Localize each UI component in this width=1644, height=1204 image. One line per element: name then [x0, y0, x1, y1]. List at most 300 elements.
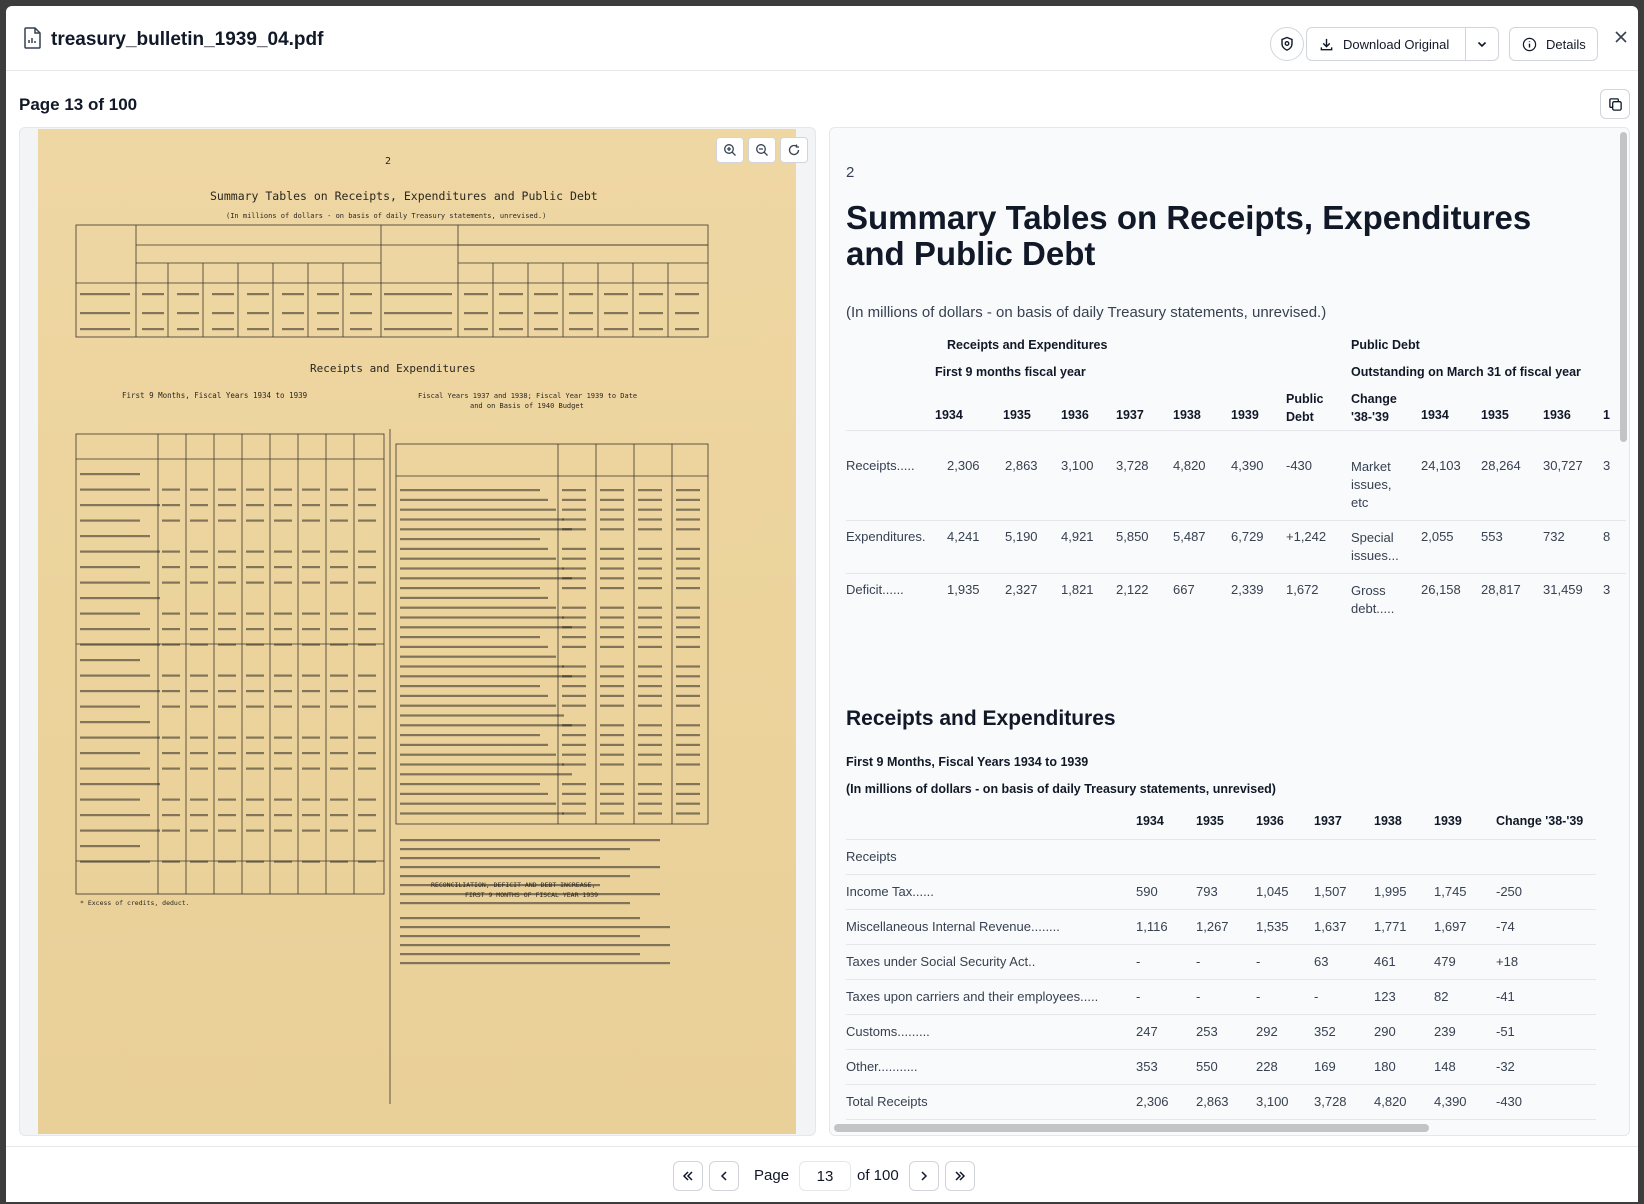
cell: 1,116 [1136, 919, 1168, 934]
cell: 1,821 [1061, 582, 1094, 597]
scan-text-line [330, 644, 348, 646]
scan-text-line [80, 861, 150, 863]
scan-text-line [534, 293, 558, 295]
scan-text-line [400, 636, 540, 638]
cell: 352 [1314, 1024, 1336, 1039]
scan-text-line [400, 875, 630, 877]
col-header: 1936 [1256, 814, 1284, 828]
scan-text-line [400, 754, 556, 756]
scan-text-line [358, 520, 376, 522]
zoom-in-icon [723, 143, 737, 157]
scan-text-line [190, 504, 208, 506]
download-options-button[interactable] [1465, 27, 1499, 61]
scan-text-line [190, 830, 208, 832]
row-label: Receipts [846, 849, 897, 864]
scan-text-line [638, 734, 662, 736]
cell: 4,390 [1434, 1094, 1467, 1109]
scan-text-line [80, 293, 130, 295]
scan-text-line [638, 518, 662, 520]
col-header: 1934 [935, 408, 963, 422]
scan-text-line [317, 328, 339, 330]
scan-text-line [676, 518, 700, 520]
scan-text-line [400, 626, 572, 628]
scan-text-line [330, 551, 348, 553]
scan-text-line [80, 535, 150, 537]
scan-text-line [499, 328, 523, 330]
scan-text-line [600, 489, 624, 491]
scan-text-line [190, 675, 208, 677]
details-label: Details [1546, 36, 1586, 52]
scan-text-line [600, 509, 624, 511]
cell: 4,820 [1173, 458, 1206, 473]
scan-text-line [600, 607, 624, 609]
scan-text-line [562, 646, 586, 648]
privacy-shield-button[interactable] [1270, 27, 1304, 61]
scan-text-line [400, 944, 670, 946]
scanned-page-image[interactable] [38, 129, 796, 1134]
scan-text-line [218, 675, 236, 677]
scan-text-line [218, 520, 236, 522]
scan-text-line [400, 857, 600, 859]
cell: 180 [1374, 1059, 1396, 1074]
scan-text-line [562, 607, 586, 609]
scan-text-line [499, 312, 523, 314]
scan-text-line [218, 799, 236, 801]
scan-text-line [600, 754, 624, 756]
scan-text-line [400, 793, 548, 795]
scan-text-line [600, 528, 624, 530]
scan-text-line [562, 685, 586, 687]
scan-text-line [676, 607, 700, 609]
scan-text-line [358, 737, 376, 739]
scan-text-line [562, 744, 586, 746]
scan-text-line [562, 528, 586, 530]
scan-text-line [358, 830, 376, 832]
col-header: 1936 [1543, 408, 1571, 422]
cell: -430 [1496, 1094, 1523, 1109]
scan-text-line [676, 695, 700, 697]
scan-text-line [534, 328, 558, 330]
scan-text-line [190, 768, 208, 770]
scan-text-line [600, 558, 624, 560]
cell: 2,327 [1005, 582, 1038, 597]
download-original-button[interactable] [1306, 27, 1466, 61]
pagination-bar [6, 1146, 1638, 1202]
scan-text-line [600, 705, 624, 707]
scan-text-line [638, 675, 662, 677]
scan-text-line [162, 520, 180, 522]
scan-text-line [675, 312, 699, 314]
cell: 292 [1256, 1024, 1278, 1039]
col-header: 1934 [1421, 408, 1449, 422]
scan-text-line [80, 675, 150, 677]
scan-text-line [358, 768, 376, 770]
scan-text-line [676, 567, 700, 569]
scan-text-line [638, 705, 662, 707]
cell: 82 [1434, 989, 1449, 1004]
scan-text-line [676, 636, 700, 638]
scan-text-line [569, 328, 593, 330]
scan-text-line [162, 706, 180, 708]
cell: 6,729 [1231, 529, 1264, 544]
next-page-button[interactable] [909, 1161, 939, 1191]
scan-page-number: 2 [385, 156, 392, 167]
scan-text-line [400, 953, 640, 955]
scan-text-line [400, 656, 556, 658]
section-units: (In millions of dollars - on basis of daily Treasury statements, unrevised) [846, 782, 1276, 796]
scan-text-line [400, 538, 540, 540]
scan-text-line [562, 665, 586, 667]
scan-text-line [358, 504, 376, 506]
page-number-input[interactable] [799, 1161, 851, 1191]
scan-text-line [562, 587, 586, 589]
first-page-button[interactable] [673, 1161, 703, 1191]
scanned-page-drawing [38, 129, 796, 1134]
scan-subtitle: (In millions of dollars - on basis of daily Treasury statements, unrevised.) [226, 212, 547, 220]
scan-text-line [190, 861, 208, 863]
scan-text-line [330, 799, 348, 801]
cell: - [1136, 989, 1141, 1004]
scan-text-line [638, 685, 662, 687]
scan-text-line [358, 566, 376, 568]
scan-text-line [246, 566, 264, 568]
scan-text-line [358, 675, 376, 677]
scan-text-line [302, 520, 320, 522]
row-divider [846, 1049, 1596, 1050]
scan-text-line [190, 644, 208, 646]
scan-text-line [676, 803, 700, 805]
scan-text-line [330, 690, 348, 692]
scan-text-line [218, 644, 236, 646]
scan-text-line [358, 690, 376, 692]
scan-text-line [638, 636, 662, 638]
scan-text-line [274, 613, 292, 615]
scan-text-line [190, 520, 208, 522]
scan-text-line [190, 814, 208, 816]
download-icon [1319, 37, 1334, 52]
cell: 2,306 [1136, 1094, 1169, 1109]
group-header-receipts: Receipts and Expenditures [947, 338, 1108, 352]
scan-text-line [638, 558, 662, 560]
scan-text-line [218, 861, 236, 863]
scan-text-line [162, 830, 180, 832]
close-icon[interactable] [1611, 27, 1631, 47]
cell: +1,242 [1286, 529, 1327, 544]
scan-text-line [600, 616, 624, 618]
cell: 553 [1481, 529, 1503, 544]
scan-text-line [190, 737, 208, 739]
scan-text-line [302, 551, 320, 553]
row-divider [846, 839, 1596, 840]
scan-text-line [562, 518, 586, 520]
cell: 3,100 [1061, 458, 1094, 473]
scan-text-line [675, 328, 699, 330]
details-button[interactable] [1509, 27, 1598, 61]
scan-text-line [177, 293, 199, 295]
scan-text-line [80, 628, 150, 630]
scan-text-line [499, 293, 523, 295]
scan-text-line [330, 566, 348, 568]
scan-text-line [218, 504, 236, 506]
scan-text-line [190, 706, 208, 708]
scan-text-line [274, 566, 292, 568]
scan-text-line [464, 293, 488, 295]
debt-row-label: Special issues... [1351, 530, 1399, 563]
scan-text-line [638, 724, 662, 726]
extracted-text-panel[interactable] [829, 127, 1630, 1136]
cell: 1,995 [1374, 884, 1407, 899]
scan-text-line [400, 763, 564, 765]
scan-text-line [400, 902, 630, 904]
scan-text-line [330, 675, 348, 677]
row-label: Total Receipts [846, 1094, 928, 1109]
row-divider [846, 520, 1626, 521]
scan-text-line [274, 582, 292, 584]
scan-text-line [218, 489, 236, 491]
scan-text-line [162, 814, 180, 816]
scan-text-line [302, 799, 320, 801]
scan-text-line [638, 763, 662, 765]
cell: - [1196, 954, 1201, 969]
scan-text-line [247, 293, 269, 295]
scan-text-line [562, 626, 586, 628]
cell: 2,863 [1005, 458, 1038, 473]
extracted-content [846, 128, 1611, 1128]
scan-text-line [274, 706, 292, 708]
cell: -430 [1286, 458, 1313, 473]
scan-text-line [600, 518, 624, 520]
scan-text-line [274, 504, 292, 506]
viewer-header [6, 6, 1638, 71]
cell: 4,921 [1061, 529, 1094, 544]
scan-text-line [218, 566, 236, 568]
download-label: Download Original [1343, 36, 1450, 52]
scan-text-line [162, 489, 180, 491]
cell: -250 [1496, 884, 1523, 899]
scan-text-line [80, 737, 160, 739]
cell: 239 [1434, 1024, 1456, 1039]
zoom-out-button[interactable] [748, 137, 776, 163]
row-label: Other........... [846, 1059, 918, 1074]
scan-text-line [80, 597, 160, 599]
row-label: Miscellaneous Internal Revenue........ [846, 919, 1060, 934]
cell: 228 [1256, 1059, 1278, 1074]
scan-text-line [302, 768, 320, 770]
scan-text-line [190, 690, 208, 692]
scan-text-line [562, 636, 586, 638]
scan-text-line [80, 752, 140, 754]
col-header: 1938 [1173, 408, 1201, 422]
scan-text-line [562, 695, 586, 697]
row-divider [846, 1084, 1596, 1085]
scan-text-line [246, 675, 264, 677]
scan-text-line [638, 577, 662, 579]
scan-text-line [400, 783, 540, 785]
scan-text-line [676, 626, 700, 628]
scan-text-line [246, 768, 264, 770]
cell: 24,103 [1421, 458, 1461, 473]
cell: - [1136, 954, 1141, 969]
copy-button[interactable] [1600, 89, 1630, 119]
scan-text-line [358, 489, 376, 491]
cell: 31,459 [1543, 582, 1583, 597]
scan-text-line [676, 705, 700, 707]
scan-text-line [639, 312, 663, 314]
scan-text-line [302, 830, 320, 832]
scan-text-line [282, 312, 304, 314]
zoom-controls [716, 137, 808, 163]
scan-text-line [246, 814, 264, 816]
previous-page-button[interactable] [709, 1161, 739, 1191]
cell: 550 [1196, 1059, 1218, 1074]
section-title: Receipts and Expenditures [846, 707, 1116, 730]
scan-text-line [212, 312, 234, 314]
cell: 63 [1314, 954, 1329, 969]
scan-text-line [400, 926, 670, 928]
scan-text-line [676, 528, 700, 530]
scan-text-line [302, 861, 320, 863]
scan-text-line [676, 783, 700, 785]
scan-text-line [302, 566, 320, 568]
scan-text-line [246, 551, 264, 553]
col-header: 1937 [1116, 408, 1144, 422]
scan-text-line [400, 489, 540, 491]
cell: 5,190 [1005, 529, 1038, 544]
row-divider [846, 874, 1596, 875]
scan-text-line [274, 752, 292, 754]
cell: 1,745 [1434, 884, 1467, 899]
scan-text-line [358, 613, 376, 615]
scan-text-line [177, 328, 199, 330]
cell: -51 [1496, 1024, 1515, 1039]
scan-text-line [676, 558, 700, 560]
scan-text-line [358, 706, 376, 708]
reset-zoom-button[interactable] [780, 137, 808, 163]
scan-text-line [358, 814, 376, 816]
scan-text-line [274, 520, 292, 522]
cell: - [1196, 989, 1201, 1004]
scan-text-line [638, 489, 662, 491]
cell: 2,339 [1231, 582, 1264, 597]
cell: 148 [1434, 1059, 1456, 1074]
scan-text-line [190, 752, 208, 754]
scan-text-line [400, 685, 540, 687]
scan-text-line [562, 724, 586, 726]
scan-text-line [330, 752, 348, 754]
vertical-scrollbar[interactable] [1620, 132, 1627, 442]
scan-text-line [600, 803, 624, 805]
scan-text-line [80, 783, 160, 785]
scan-text-line [330, 489, 348, 491]
scan-text-line [600, 567, 624, 569]
horizontal-scrollbar[interactable] [834, 1124, 1429, 1132]
file-name: treasury_bulletin_1939_04.pdf [51, 29, 324, 50]
scan-footnote: * Excess of credits, deduct. [80, 899, 190, 907]
cell: 4,241 [947, 529, 980, 544]
scan-text-line [600, 793, 624, 795]
scan-text-line [246, 628, 264, 630]
scan-text-line [190, 582, 208, 584]
scan-text-line [162, 690, 180, 692]
scan-text-line [358, 551, 376, 553]
scan-text-line [190, 799, 208, 801]
col-header: 1935 [1003, 408, 1031, 422]
scan-text-line [302, 582, 320, 584]
scan-text-line [400, 893, 660, 895]
scan-text-line [562, 616, 586, 618]
section-subtitle: First 9 Months, Fiscal Years 1934 to 1939 [846, 755, 1089, 769]
group-header-public-debt: Public Debt [1351, 338, 1420, 352]
scan-text-line [676, 734, 700, 736]
scan-text-line [212, 328, 234, 330]
scan-text-line [400, 724, 572, 726]
scan-text-line [562, 734, 586, 736]
scan-text-line [638, 793, 662, 795]
group-subheader-receipts: First 9 months fiscal year [935, 365, 1086, 379]
cell: 353 [1136, 1059, 1158, 1074]
cell: - [1256, 954, 1261, 969]
scan-text-line [604, 293, 628, 295]
scan-text-line [330, 737, 348, 739]
scan-panel [19, 127, 816, 1136]
scan-text-line [246, 706, 264, 708]
scan-text-line [330, 768, 348, 770]
scan-text-line [638, 509, 662, 511]
scan-text-line [638, 616, 662, 618]
col-header: Change '38-'39 [1351, 392, 1397, 424]
scan-text-line [562, 499, 586, 501]
scan-text-line [330, 861, 348, 863]
scan-text-line [330, 706, 348, 708]
scan-text-line [676, 509, 700, 511]
scan-section-title: Receipts and Expenditures [310, 362, 476, 375]
scan-text-line [400, 558, 556, 560]
row-divider [846, 430, 1626, 431]
scan-text-line [562, 803, 586, 805]
cell: 2,306 [947, 458, 980, 473]
cell: 3 [1603, 582, 1611, 597]
cell: 461 [1374, 954, 1396, 969]
cell: 1,267 [1196, 919, 1229, 934]
scan-text-line [302, 504, 320, 506]
page-indicator: Page 13 of 100 [19, 95, 138, 114]
scan-text-line [302, 814, 320, 816]
last-page-button[interactable] [945, 1161, 975, 1191]
col-header: 1935 [1481, 408, 1509, 422]
scan-text-line [162, 799, 180, 801]
zoom-in-button[interactable] [716, 137, 744, 163]
cell: - [1314, 989, 1319, 1004]
scan-text-line [330, 613, 348, 615]
scan-text-line [562, 675, 586, 677]
pdf-file-icon [23, 27, 43, 49]
chevrons-left-icon [682, 1170, 694, 1182]
scan-text-line [569, 293, 593, 295]
scan-text-line [302, 706, 320, 708]
scan-text-line [212, 293, 234, 295]
scan-text-line [562, 489, 586, 491]
page-label: Page [754, 1167, 790, 1184]
cell: 1,771 [1374, 919, 1407, 934]
cell: 3 [1603, 458, 1611, 473]
scan-text-line [190, 551, 208, 553]
scan-text-line [218, 690, 236, 692]
scan-text-line [400, 884, 600, 886]
scan-text-line [600, 646, 624, 648]
scan-text-line [562, 812, 586, 814]
scan-text-line [80, 551, 160, 553]
scan-text-line [562, 754, 586, 756]
